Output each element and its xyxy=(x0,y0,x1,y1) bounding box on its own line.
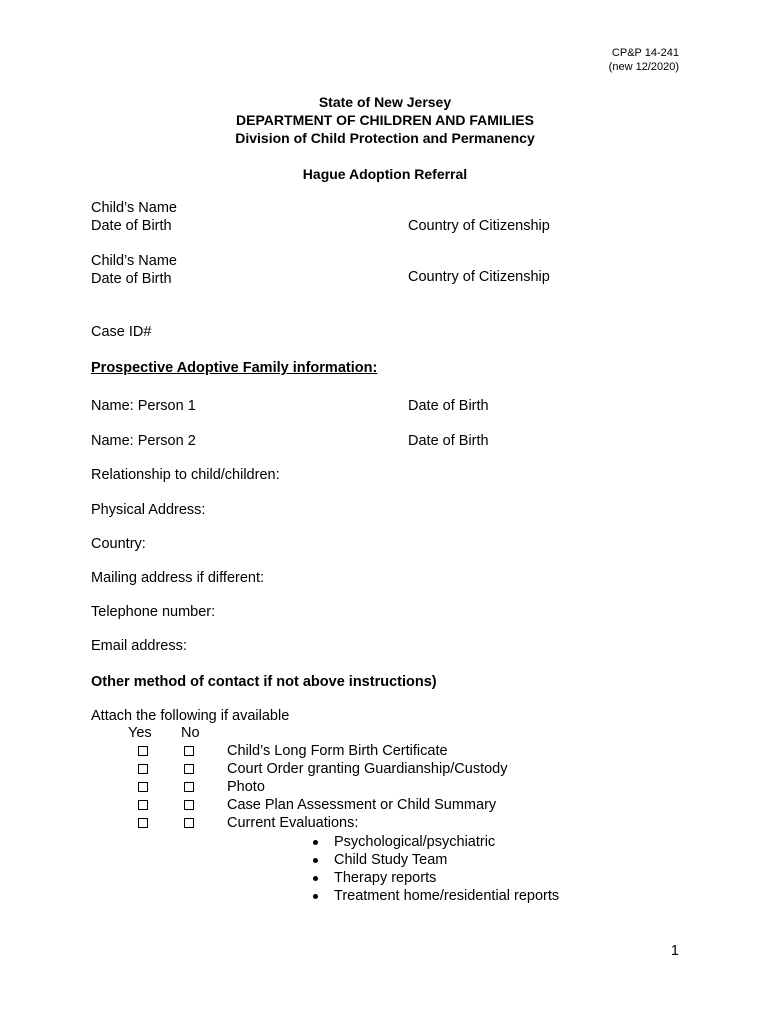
attachment-item: Court Order granting Guardianship/Custody xyxy=(227,761,508,777)
relationship-label: Relationship to child/children: xyxy=(91,467,280,483)
item4-yes-checkbox[interactable] xyxy=(138,800,148,810)
form-version: (new 12/2020) xyxy=(608,61,679,73)
attachment-item: Photo xyxy=(227,779,265,795)
form-title: Hague Adoption Referral xyxy=(302,166,468,182)
child1-dob-label: Date of Birth xyxy=(91,218,172,234)
state-heading: State of New Jersey xyxy=(318,94,452,110)
bullet-icon xyxy=(313,876,318,881)
child1-name-label: Child’s Name xyxy=(91,200,177,216)
evaluation-item: Psychological/psychiatric xyxy=(334,834,496,850)
evaluation-item: Therapy reports xyxy=(334,870,437,886)
page-number: 1 xyxy=(670,943,679,959)
item3-yes-checkbox[interactable] xyxy=(138,782,148,792)
item4-no-checkbox[interactable] xyxy=(184,800,194,810)
attachment-item: Current Evaluations: xyxy=(227,815,359,831)
division-heading: Division of Child Protection and Permanency xyxy=(235,130,535,146)
other-contact-heading: Other method of contact if not above instructions) xyxy=(91,674,437,690)
yes-column-label: Yes xyxy=(128,725,152,741)
item1-yes-checkbox[interactable] xyxy=(138,746,148,756)
evaluation-item: Child Study Team xyxy=(334,852,448,868)
item2-no-checkbox[interactable] xyxy=(184,764,194,774)
child2-citizenship-label: Country of Citizenship xyxy=(408,269,550,285)
department-heading: DEPARTMENT OF CHILDREN AND FAMILIES xyxy=(236,112,534,128)
person2-dob-label: Date of Birth xyxy=(408,433,489,449)
person2-name-label: Name: Person 2 xyxy=(91,433,196,449)
country-label: Country: xyxy=(91,536,146,552)
email-label: Email address: xyxy=(91,638,187,654)
bullet-icon xyxy=(313,858,318,863)
bullet-icon xyxy=(313,894,318,899)
evaluation-item: Treatment home/residential reports xyxy=(334,888,560,904)
attachments-intro: Attach the following if available xyxy=(91,708,290,724)
mailing-address-label: Mailing address if different: xyxy=(91,570,265,586)
bullet-icon xyxy=(313,840,318,845)
item3-no-checkbox[interactable] xyxy=(184,782,194,792)
case-id-label: Case ID# xyxy=(91,324,152,340)
physical-address-label: Physical Address: xyxy=(91,502,206,518)
item5-no-checkbox[interactable] xyxy=(184,818,194,828)
child2-name-label: Child’s Name xyxy=(91,253,177,269)
item2-yes-checkbox[interactable] xyxy=(138,764,148,774)
family-section-heading: Prospective Adoptive Family information: xyxy=(91,360,378,376)
person1-name-label: Name: Person 1 xyxy=(91,398,196,414)
person1-dob-label: Date of Birth xyxy=(408,398,489,414)
item1-no-checkbox[interactable] xyxy=(184,746,194,756)
attachment-item: Child’s Long Form Birth Certificate xyxy=(227,743,448,759)
item5-yes-checkbox[interactable] xyxy=(138,818,148,828)
form-number: CP&P 14-241 xyxy=(611,47,679,59)
child2-dob-label: Date of Birth xyxy=(91,271,172,287)
no-column-label: No xyxy=(181,725,200,741)
attachment-item: Case Plan Assessment or Child Summary xyxy=(227,797,497,813)
telephone-label: Telephone number: xyxy=(91,604,216,620)
child1-citizenship-label: Country of Citizenship xyxy=(408,218,550,234)
